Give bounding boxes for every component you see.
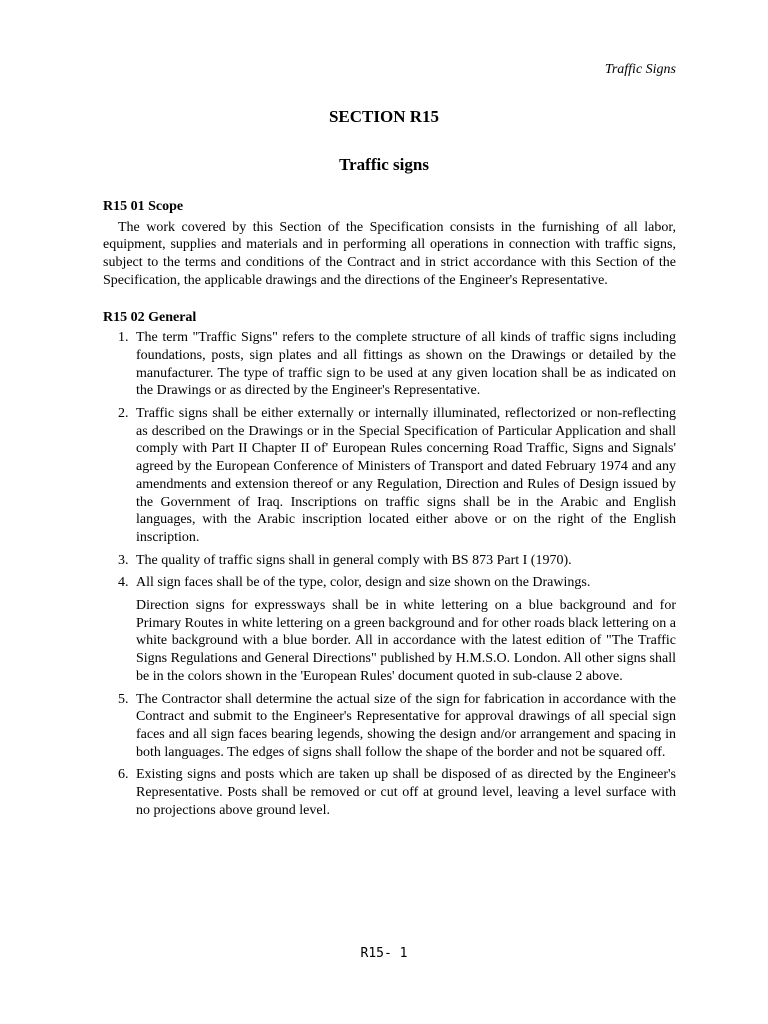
list-item-number: 5. xyxy=(118,691,129,707)
general-list xyxy=(103,329,676,819)
document-title: Traffic signs xyxy=(339,155,429,174)
document-body xyxy=(103,198,676,825)
list-item-text: The quality of traffic signs shall in general comply with BS 873 Part I (1970). xyxy=(136,552,572,568)
list-item-number: 3. xyxy=(118,552,129,568)
scope-paragraph: The work covered by this Section of the Specification consists in the furnishing of all labor, equipment, supplies and materials and in performing all operations in connection with traffic signs, subject to the terms and conditions of the Contract and in strict accordance with this Section of the Specification, the applicable drawings and the directions of the Engineer's Representative. xyxy=(103,219,676,288)
list-item xyxy=(103,574,676,592)
section-title: SECTION R15 xyxy=(328,107,440,126)
list-item xyxy=(103,329,676,400)
list-item-text: Existing signs and posts which are taken up shall be disposed of as directed by the Engineer's Representative. Posts shall be removed or cut off at ground level, leaving a level surface with no projections above ground level. xyxy=(136,767,676,818)
list-item-text: The term "Traffic Signs" refers to the complete structure of all kinds of traffic signs including foundations, posts, sign plates and all fittings as shown on the Drawings or detailed by the manufacturer. The type of traffic sign to be used at any given location shall be as indicated on the Drawings or as directed by the Engineer's Representative. xyxy=(136,330,676,399)
list-item xyxy=(103,405,676,547)
list-item-number: 6. xyxy=(118,767,129,783)
list-item xyxy=(103,766,676,819)
list-item-number: 1. xyxy=(118,330,129,346)
list-item-number: 2. xyxy=(118,406,129,422)
list-item-text: All sign faces shall be of the type, color, design and size shown on the Drawings. xyxy=(136,575,591,591)
list-item-continuation: Direction signs for expressways shall be in white lettering on a blue background and for Primary Routes in white lettering on a green background and for other roads black lettering on a white background with a blue border. All in accordance with the latest edition of "The Traffic Signs Regulations and General Directions" published by H.M.S.O. London. All other signs shall be in the colors shown in the 'European Rules' document quoted in sub-clause 2 above. xyxy=(136,598,676,684)
list-item xyxy=(103,552,676,570)
list-item-text: The Contractor shall determine the actual size of the sign for fabrication in accordance with the Contract and submit to the Engineer's Representative for approval drawings of all special sign faces and all sign faces bearing legends, showing the design and/or arrangement and spacing in both languages. The edges of signs shall follow the shape of the border and not be squared off. xyxy=(136,691,676,760)
scope-heading: R15 01 Scope xyxy=(103,199,184,214)
list-item xyxy=(103,691,676,762)
list-item-text: Traffic signs shall be either externally or internally illuminated, reflectorized or non-reflecting as described on the Drawings or in the Special Specification of Particular Application and shall comply with Part II Chapter II of' European Rules concerning Road Traffic, Signs and Signals' agreed by the European Conference of Ministers of Transport and dated February 1974 and any amendments and extension thereof or any Regulation, Direction and Rules of Design issued by the Government of Iraq. Inscriptions on traffic signs shall be in the Arabic and English languages, with the Arabic inscription located either above or on the right of the English inscription. xyxy=(136,406,676,545)
general-heading: R15 02 General xyxy=(103,309,197,325)
page-number: R15- 1 xyxy=(360,946,408,961)
running-header: Traffic Signs xyxy=(604,62,676,77)
list-item-number: 4. xyxy=(118,575,129,591)
